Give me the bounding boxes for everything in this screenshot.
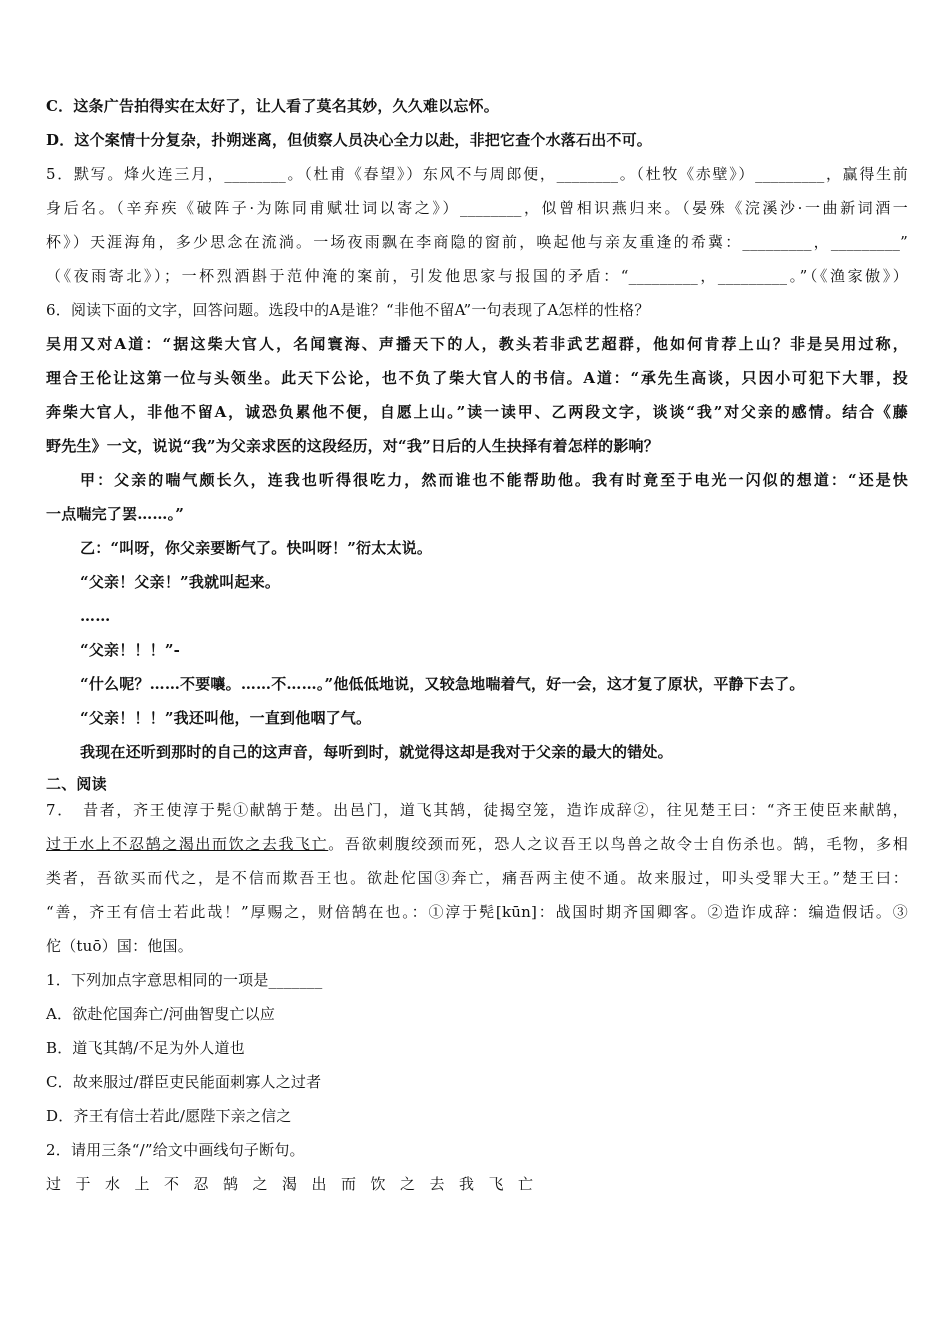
q6-passage-line-4: 野先生》一文，说说“我”为父亲求医的这段经历，对“我”日后的人生抉择有着怎样的影响？ <box>46 437 659 455</box>
q6-jia-line-1: 甲：父亲的喘气颇长久，连我也听得很吃力，然而谁也不能帮助他。我有时竟至于电光一闪似的想道：“还是快 <box>80 471 908 489</box>
q6-jia-line-2: 一点喘完了罢……。” <box>46 505 185 523</box>
q5-line-4: （《夜雨寄北》）；一杯烈酒斟于范仲淹的案前，引发他思家与报国的矛盾：“_________，_________。”（《渔家傲》） <box>46 267 908 285</box>
q7-text-line-2 <box>46 834 908 854</box>
q7-sentence-to-punctuate: 过于水上不忍鹄之渴出而饮之去我飞亡 <box>46 1175 548 1193</box>
q6-yi-line-1: 乙：“叫呀，你父亲要断气了。快叫呀！”衍太太说。 <box>80 539 433 557</box>
q6-yi-line-5: “什么呢？……不要嚷。……不……。”他低低地说，又较急地喘着气，好一会，这才复了原状，平静下去了。 <box>80 675 805 693</box>
q6-yi-line-2: “父亲！父亲！”我就叫起来。 <box>80 573 281 591</box>
q4-option-d: D．这个案情十分复杂，扑朔迷离，但侦察人员决心全力以赴，非把它查个水落石出不可。 <box>46 131 653 149</box>
q7-option-d: D．齐王有信士若此/愿陛下亲之信之 <box>46 1107 292 1125</box>
q7-option-a: A．欲赴佗国奔亡/河曲智叟亡以应 <box>46 1005 276 1023</box>
q7-option-b: B．道飞其鹄/不足为外人道也 <box>46 1039 245 1057</box>
q6-yi-line-7: 我现在还听到那时的自己的这声音，每听到时，就觉得这却是我对于父亲的最大的错处。 <box>80 743 673 761</box>
q7-text-line-3: 类者，吾欲买而代之，是不信而欺吾王也。欲赴佗国③奔亡，痛吾两主使不通。故来服过，叩头受罪大王。”楚王曰： <box>46 869 908 887</box>
q6-passage-line-1: 吴用又对A道：“据这柴大官人，名闻寰海、声播天下的人，教头若非武艺超群，他如何肯荐上山？非是吴用过称， <box>46 335 908 353</box>
q6-stem: 6．阅读下面的文字，回答问题。选段中的A是谁？“非他不留A”一句表现了A怎样的性格？ <box>46 301 650 319</box>
q4-option-c: C．这条广告拍得实在太好了，让人看了莫名其妙，久久难以忘怀。 <box>46 97 499 115</box>
q7-text-line-1: 7． 昔者，齐王使淳于髡①献鹄于楚。出邑门，道飞其鹄，徒揭空笼，造诈成辞②，往见楚王曰：“齐王使臣来献鹄， <box>46 801 908 819</box>
q7-sub-question-2: 2．请用三条“/”给文中画线句子断句。 <box>46 1141 305 1159</box>
q5-line-2: 身后名。（辛弃疾《破阵子·为陈同甫赋壮词以寄之》）________，似曾相识燕归来。（晏殊《浣溪沙·一曲新词酒一 <box>46 199 908 217</box>
q7-text-line-4: “善，齐王有信士若此哉！”厚赐之，财倍鹄在也。：①淳于髡[kūn]：战国时期齐国卿客。②造诈成辞：编造假话。③ <box>46 903 908 921</box>
section-reading-heading: 二、阅读 <box>46 775 107 793</box>
q7-option-c: C．故来服过/群臣吏民能面刺寡人之过者 <box>46 1073 322 1091</box>
q5-line-3: 杯》）天涯海角，多少思念在流淌。一场夜雨飘在李商隐的窗前，唤起他与亲友重逢的希冀：_________，_________” <box>46 233 908 251</box>
q6-yi-line-6: “父亲！！！”我还叫他，一直到他咽了气。 <box>80 709 372 727</box>
q7-text-line-5: 佗（tuō）国：他国。 <box>46 937 193 955</box>
q6-yi-line-3: …… <box>80 607 111 625</box>
document-page <box>46 96 908 1208</box>
q7-text-line-2-rest: 。吾欲刺腹绞颈而死，恐人之议吾王以鸟兽之故令士自伤杀也。鹄，毛物，多相 <box>328 835 908 853</box>
q7-sub-question-1: 1．下列加点字意思相同的一项是_______ <box>46 971 323 989</box>
q6-passage-line-3: 奔柴大官人，非他不留A，诚恐负累他不便，自愿上山。”读一读甲、乙两段文字，谈谈“我”对父亲的感情。结合《藤 <box>46 403 908 421</box>
q6-yi-line-4: “父亲！！！”- <box>80 641 181 659</box>
q5-line-1: 5．默写。烽火连三月，________。（杜甫《春望》）东风不与周郎便，________。（杜牧《赤壁》）_________，赢得生前 <box>46 165 908 183</box>
q7-underlined-sentence: 过于水上不忍鹄之渴出而饮之去我飞亡 <box>46 835 329 853</box>
q6-passage-line-2: 理合王伦让这第一位与头领坐。此天下公论，也不负了柴大官人的书信。A道：“承先生高谈，只因小可犯下大罪，投 <box>46 369 908 387</box>
